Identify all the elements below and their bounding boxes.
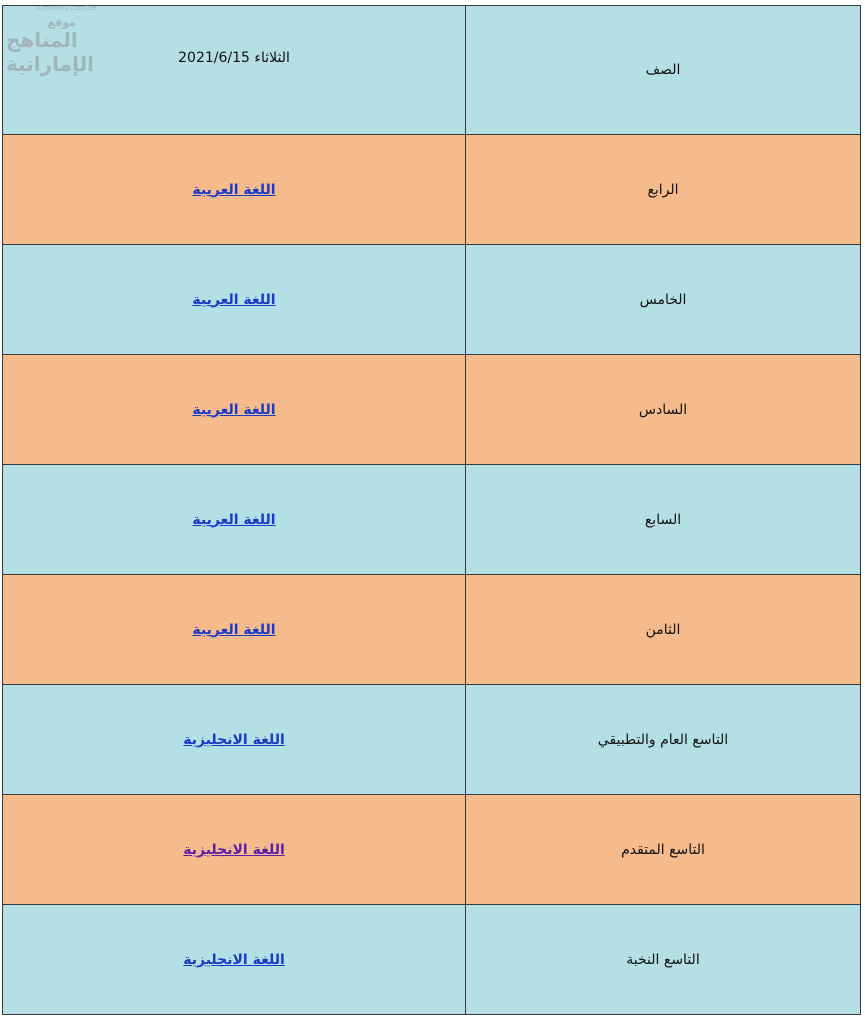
table-row — [3, 575, 861, 685]
grade-label: الثامن — [645, 621, 681, 638]
subject-link[interactable]: اللغة العربية — [192, 291, 276, 308]
grade-label: التاسع العام والتطبيقي — [597, 731, 729, 748]
grade-cell — [466, 685, 861, 795]
grade-column-header: الصف — [645, 62, 681, 78]
grade-cell — [466, 575, 861, 685]
subject-cell — [3, 685, 466, 795]
exam-day: الثلاثاء — [254, 50, 290, 66]
table-row — [3, 465, 861, 575]
grade-label: الخامس — [639, 291, 687, 308]
table-row — [3, 795, 861, 905]
table-row — [3, 245, 861, 355]
exam-date: 2021/6/15 — [178, 50, 250, 66]
table-row — [3, 135, 861, 245]
subject-cell — [3, 355, 466, 465]
grade-label: السادس — [638, 401, 688, 418]
grade-label: التاسع المتقدم — [621, 841, 705, 858]
grade-label: الرابع — [647, 181, 679, 198]
table-row — [3, 355, 861, 465]
table-row — [3, 685, 861, 795]
watermark-line-2: المناهج الإماراتية — [6, 28, 94, 76]
grade-cell — [466, 905, 861, 1015]
grade-cell — [466, 355, 861, 465]
exam-schedule-table — [2, 5, 861, 1015]
grade-label: السابع — [644, 511, 682, 528]
subject-link[interactable]: اللغة العربية — [192, 511, 276, 528]
watermark-url: almanahj.com/ae — [36, 4, 97, 12]
subject-link[interactable]: اللغة الانجليزية — [183, 841, 285, 858]
grade-cell — [466, 135, 861, 245]
grade-header-cell — [466, 6, 861, 135]
subject-cell — [3, 905, 466, 1015]
subject-cell — [3, 575, 466, 685]
subject-cell — [3, 795, 466, 905]
date-header-cell — [3, 6, 466, 135]
grade-cell — [466, 795, 861, 905]
grade-cell — [466, 465, 861, 575]
grade-label: التاسع النخبة — [626, 951, 700, 968]
subject-link[interactable]: اللغة العربية — [192, 621, 276, 638]
subject-link[interactable]: اللغة العربية — [192, 181, 276, 198]
subject-link[interactable]: اللغة الانجليزية — [183, 951, 285, 968]
table-row — [3, 905, 861, 1015]
table-header-row — [3, 6, 861, 135]
subject-cell — [3, 465, 466, 575]
subject-link[interactable]: اللغة الانجليزية — [183, 731, 285, 748]
subject-link[interactable]: اللغة العربية — [192, 401, 276, 418]
watermark-line-1: موقع — [47, 16, 76, 29]
grade-cell — [466, 245, 861, 355]
subject-cell — [3, 135, 466, 245]
exam-date-header — [178, 50, 290, 66]
subject-cell — [3, 245, 466, 355]
